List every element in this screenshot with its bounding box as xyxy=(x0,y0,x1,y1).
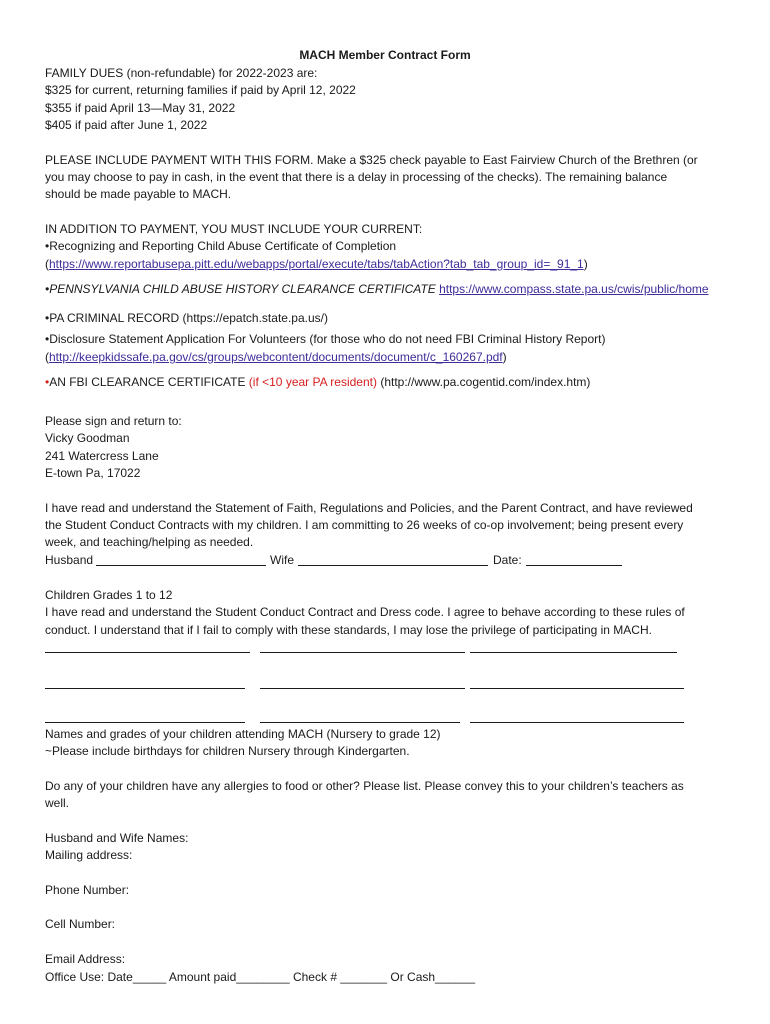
office-cash: Cash______ xyxy=(407,970,476,984)
dues-line-2: $355 if paid April 13—May 31, 2022 xyxy=(45,101,236,115)
return-name: Vicky Goodman xyxy=(45,431,130,445)
contact-phone: Phone Number: xyxy=(45,883,130,897)
compass-link[interactable]: https://www.compass.state.pa.us/cwis/public/home xyxy=(439,282,709,296)
children-line-2: conduct. I understand that if I fail to comply with these standards, I may lose the privilege of participating in MACH. xyxy=(45,623,652,637)
agreement-line-1: I have read and understand the Statement of Faith, Regulations and Policies, and the Parent Contract, and have reviewed xyxy=(45,501,693,515)
payment-line-3: should be made payable to MACH. xyxy=(45,187,232,201)
requirement-5-url: (http://www.pa.cogentid.com/index.htm) xyxy=(376,375,591,389)
payment-line-1: PLEASE INCLUDE PAYMENT WITH THIS FORM. Make a $325 check payable to East Fairview Church of the Brethren (or xyxy=(45,153,698,167)
requirement-4-link-line xyxy=(45,349,507,366)
requirement-5 xyxy=(45,374,590,391)
office-or: Or xyxy=(390,970,408,984)
contact-names: Husband and Wife Names: xyxy=(45,831,189,845)
requirement-5-text: AN FBI CLEARANCE CERTIFICATE xyxy=(49,375,249,389)
requirement-5-note: (if <10 year PA resident) xyxy=(248,375,377,389)
allergies-line-1: Do any of your children have any allergies to food or other? Please list. Please convey this to your children’s teachers as xyxy=(45,779,684,793)
paren-open: ( xyxy=(45,257,49,271)
child-signature-line[interactable] xyxy=(45,722,245,723)
children-line-1: I have read and understand the Student Conduct Contract and Dress code. I agree to behave according to these rules of xyxy=(45,605,685,619)
form-title: MACH Member Contract Form xyxy=(299,48,471,62)
red-bullet: • xyxy=(45,375,50,389)
child-signature-line[interactable] xyxy=(470,688,684,689)
requirement-3: •PA CRIMINAL RECORD (https://epatch.state.pa.us/) xyxy=(45,311,328,325)
payment-line-2: you may choose to pay in cash, in the event that there is a delay in processing of the checks). The remaining balance xyxy=(45,170,668,184)
requirement-1: •Recognizing and Reporting Child Abuse Certificate of Completion xyxy=(45,239,397,253)
child-signature-line[interactable] xyxy=(45,652,250,653)
return-street: 241 Watercress Lane xyxy=(45,449,159,463)
child-signature-line[interactable] xyxy=(260,652,465,653)
requirement-2 xyxy=(45,281,709,298)
office-amount: Amount paid________ xyxy=(168,970,293,984)
requirement-2-text: •PENNSYLVANIA CHILD ABUSE HISTORY CLEARANCE CERTIFICATE xyxy=(45,282,440,296)
paren-close: ) xyxy=(583,257,588,271)
office-check: Check # _______ xyxy=(292,970,391,984)
husband-label: Husband xyxy=(45,553,94,567)
children-heading: Children Grades 1 to 12 xyxy=(45,588,173,602)
agreement-line-3: week, and teaching/helping as needed. xyxy=(45,535,254,549)
date-line[interactable] xyxy=(526,565,622,566)
contact-cell: Cell Number: xyxy=(45,917,116,931)
requirement-4: •Disclosure Statement Application For Volunteers (for those who do not need FBI Criminal History Report) xyxy=(45,332,606,346)
return-city: E-town Pa, 17022 xyxy=(45,466,141,480)
keepkidssafe-link[interactable]: http://keepkidssafe.pa.gov/cs/groups/webcontent/documents/document/c_160267.pdf xyxy=(49,350,503,364)
child-signature-line[interactable] xyxy=(260,722,460,723)
child-signature-line[interactable] xyxy=(470,722,684,723)
requirements-heading: IN ADDITION TO PAYMENT, YOU MUST INCLUDE YOUR CURRENT: xyxy=(45,222,423,236)
husband-signature-line[interactable] xyxy=(96,565,266,566)
child-signature-line[interactable] xyxy=(45,688,245,689)
child-signature-line[interactable] xyxy=(470,652,677,653)
office-label: Office Use: xyxy=(45,970,108,984)
agreement-line-2: the Student Conduct Contracts with my children. I am committing to 26 weeks of co-op involvement; being present every xyxy=(45,518,684,532)
dues-line-1: $325 for current, returning families if paid by April 12, 2022 xyxy=(45,83,356,97)
office-use-line xyxy=(45,969,475,986)
paren-close: ) xyxy=(502,350,507,364)
dues-heading: FAMILY DUES (non-refundable) for 2022-2023 are: xyxy=(45,66,318,80)
wife-label: Wife xyxy=(270,553,294,567)
dues-line-3: $405 if paid after June 1, 2022 xyxy=(45,118,208,132)
return-heading: Please sign and return to: xyxy=(45,414,182,428)
children-birthdays-line: ~Please include birthdays for children Nursery through Kindergarten. xyxy=(45,744,410,758)
reportabuse-link[interactable]: https://www.reportabusepa.pitt.edu/webapps/portal/execute/tabs/tabAction?tab_tab_group_id=_91_1 xyxy=(49,257,584,271)
child-signature-line[interactable] xyxy=(260,688,465,689)
contact-mailing: Mailing address: xyxy=(45,848,133,862)
contact-email: Email Address: xyxy=(45,952,126,966)
requirement-1-link-line xyxy=(45,256,588,273)
office-date: Date_____ xyxy=(107,970,169,984)
children-names-line: Names and grades of your children attending MACH (Nursery to grade 12) xyxy=(45,727,441,741)
allergies-line-2: well. xyxy=(45,796,70,810)
paren-open: ( xyxy=(45,350,49,364)
date-label: Date: xyxy=(493,553,522,567)
wife-signature-line[interactable] xyxy=(298,565,488,566)
